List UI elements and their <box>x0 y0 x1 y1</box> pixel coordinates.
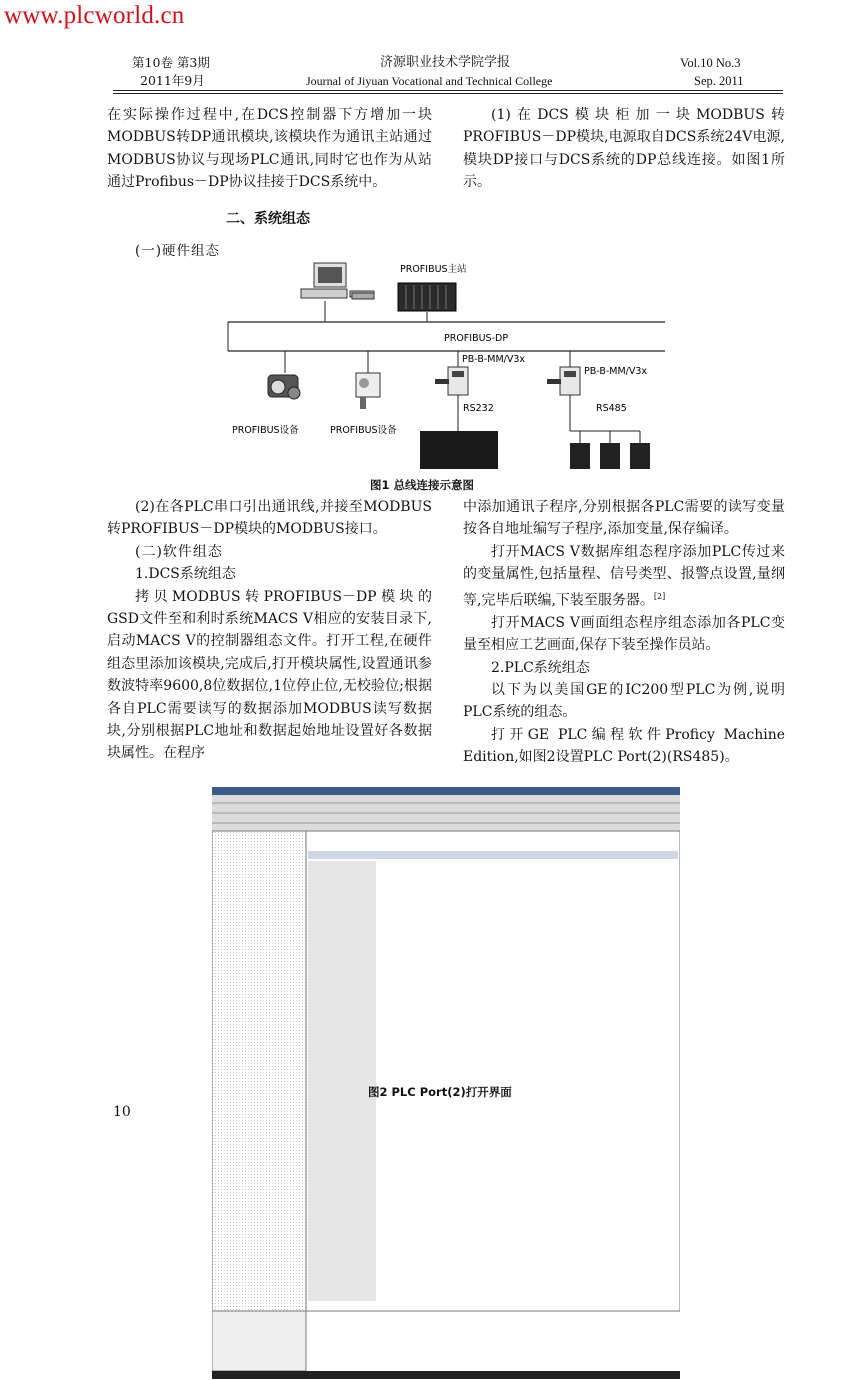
paragraph <box>463 541 785 612</box>
header-rule-thin <box>113 93 783 94</box>
paragraph: 在实际操作过程中,在DCS控制器下方增加一块MODBUS转DP通讯模块,该模块作为通讯主站通过MODBUS协议与现场PLC通讯,同时它也作为从站通过Profibus－DP协议挂接于DCS系统中。 <box>107 107 432 191</box>
rs485-label: RS485 <box>596 403 627 414</box>
plc-unit-icon <box>630 443 650 469</box>
paragraph: 拷贝MODBUS转PROFIBUS－DP模块的GSD文件至和利时系统MACS V相应的安装目录下,启动MACS V的控制器组态文件。打开工程,在硬件组态里添加该模块,完成后,打开模块属性,设置通讯参数波特率9600,8位数据位,1位停止位,无校验位;根据各自PLC需要读写的数据添加MODBUS读写数据块,分别根据PLC地址和数据起始地址设置好各数据块属性。在程序 <box>107 588 432 762</box>
plc-rack-icon <box>420 431 498 469</box>
header-issue: 第10卷 第3期 <box>132 55 210 70</box>
page-number: 10 <box>113 1104 131 1120</box>
plc-unit-icon <box>600 443 620 469</box>
paragraph-text: 打开MACS V数据库组态程序添加PLC传过来的变量属性,包括量程、信号类型、报警点设置,量纲等,完毕后联编,下装至服务器。 <box>463 543 785 609</box>
header-rule <box>113 90 783 91</box>
section-title: 二、系统组态 <box>226 211 310 227</box>
paragraph: (1)在DCS模块柜加一块MODBUS转PROFIBUS－DP模块,电源取自DCS系统24V电源,模块DP接口与DCS系统的DP总线连接。如图1所示。 <box>463 107 785 191</box>
citation-ref: [2] <box>653 591 666 601</box>
module2-label: PB-B-MM/V3x <box>584 366 648 377</box>
pb-module-icon <box>547 367 580 395</box>
body-column-right <box>463 496 785 769</box>
header-journal-en: Journal of Jiyuan Vocational and Technical College <box>306 74 553 88</box>
keyboard-icon <box>352 293 374 299</box>
device1-label: PROFIBUS设备 <box>232 425 299 436</box>
header-month: Sep. 2011 <box>694 74 744 88</box>
pb-module-icon <box>435 367 468 395</box>
master-label: PROFIBUS主站 <box>400 264 467 275</box>
paragraph: 中添加通讯子程序,分别根据各PLC需要的读写变量按各自地址编写子程序,添加变量,保存编译。 <box>463 499 785 538</box>
subheading-dcs: 1.DCS系统组态 <box>135 566 236 583</box>
subheading-plc: 2.PLC系统组态 <box>491 659 590 676</box>
bus-label: PROFIBUS-DP <box>444 333 509 344</box>
body-column-left <box>107 496 432 765</box>
watermark: www.plcworld.cn <box>4 2 185 29</box>
paragraph: 打开GE PLC编程软件Proficy Machine Edition,如图2设置PLC Port(2)(RS485)。 <box>463 726 785 766</box>
body-column-left-top <box>107 104 432 194</box>
proficy-window-drawing <box>212 787 680 1379</box>
body-column-right-top <box>463 104 785 194</box>
figure2-caption: 图2 PLC Port(2)打开界面 <box>368 1085 512 1099</box>
profibus-device-icon <box>356 373 380 409</box>
plc-unit-icon <box>570 443 590 469</box>
header-volume: Vol.10 No.3 <box>680 56 741 70</box>
subsection-title-hardware: (一)硬件组态 <box>135 243 221 259</box>
device2-label: PROFIBUS设备 <box>330 425 397 436</box>
master-plc-icon <box>398 283 456 311</box>
paragraph: (2)在各PLC串口引出通讯线,并接至MODBUS转PROFIBUS－DP模块的MODBUS接口。 <box>107 499 432 538</box>
profibus-device-icon <box>268 375 300 399</box>
module1-label: PB-B-MM/V3x <box>462 354 526 365</box>
header-date: 2011年9月 <box>140 73 205 88</box>
figure1-caption: 图1 总线连接示意图 <box>370 478 475 492</box>
paragraph: 打开MACS V画面组态程序组态添加各PLC变量至相应工艺画面,保存下装至操作员站。 <box>463 614 785 654</box>
header-journal-cn: 济源职业技术学院学报 <box>380 55 511 70</box>
rs232-label: RS232 <box>463 403 494 414</box>
bus-connection-diagram <box>220 255 670 477</box>
subsection-title-software: (二)软件组态 <box>135 543 223 560</box>
paragraph: 以下为以美国GE的IC200型PLC为例,说明PLC系统的组态。 <box>463 681 785 721</box>
